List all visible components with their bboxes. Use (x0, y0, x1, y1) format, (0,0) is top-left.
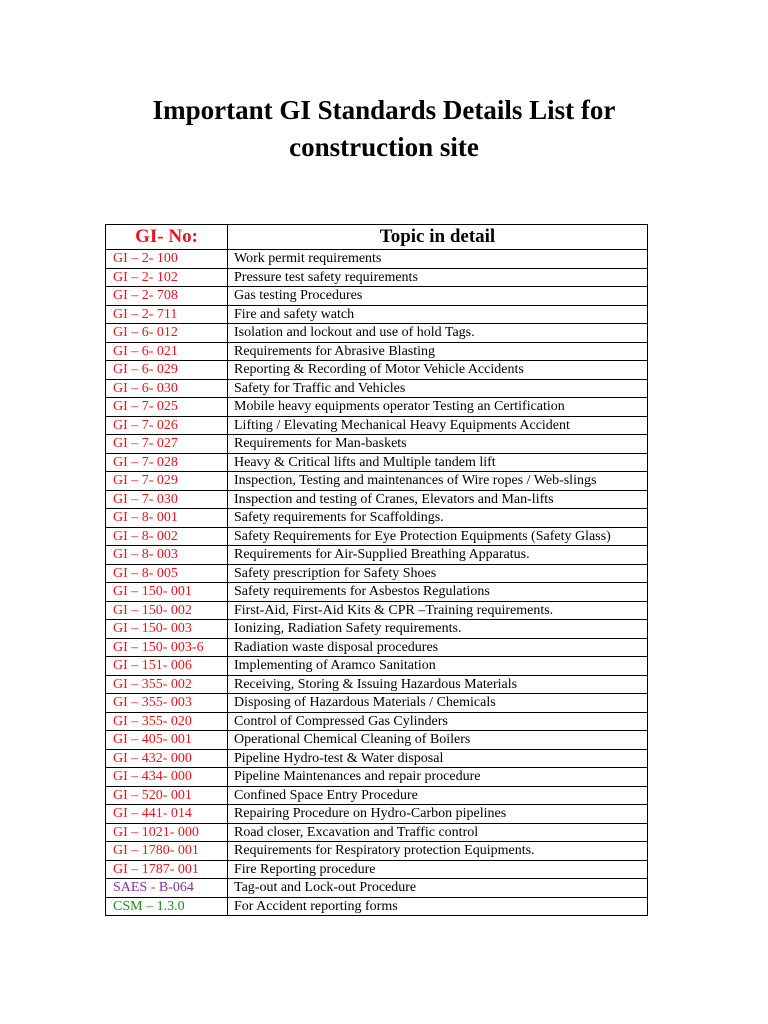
gi-code-cell: GI – 8- 002 (106, 527, 228, 546)
topic-cell: Reporting & Recording of Motor Vehicle Accidents (228, 361, 648, 380)
gi-code-cell: GI – 405- 001 (106, 731, 228, 750)
topic-cell: Pipeline Maintenances and repair procedure (228, 768, 648, 787)
gi-code-cell: GI – 7- 028 (106, 453, 228, 472)
gi-code-cell: GI – 6- 012 (106, 324, 228, 343)
table-row (106, 509, 648, 528)
header-gi-no: GI- No: (106, 225, 228, 250)
gi-code-cell: GI – 355- 003 (106, 694, 228, 713)
gi-code-cell: GI – 441- 014 (106, 805, 228, 824)
table-row (106, 268, 648, 287)
topic-cell: Isolation and lockout and use of hold Tags. (228, 324, 648, 343)
gi-code-cell: GI – 2- 102 (106, 268, 228, 287)
topic-cell: Gas testing Procedures (228, 287, 648, 306)
gi-code-cell: GI – 7- 026 (106, 416, 228, 435)
gi-code-cell: GI – 150- 001 (106, 583, 228, 602)
gi-code-cell: GI – 434- 000 (106, 768, 228, 787)
gi-code-cell: GI – 151- 006 (106, 657, 228, 676)
topic-cell: Operational Chemical Cleaning of Boilers (228, 731, 648, 750)
table-row (106, 361, 648, 380)
table-row (106, 546, 648, 565)
gi-code-cell: GI – 150- 003-6 (106, 638, 228, 657)
gi-code-cell: GI – 7- 029 (106, 472, 228, 491)
gi-code-cell: GI – 6- 029 (106, 361, 228, 380)
topic-cell: Safety for Traffic and Vehicles (228, 379, 648, 398)
topic-cell: Mobile heavy equipments operator Testing an Certification (228, 398, 648, 417)
gi-standards-table (105, 224, 648, 916)
topic-cell: Inspection and testing of Cranes, Elevators and Man-lifts (228, 490, 648, 509)
topic-cell: Requirements for Man-baskets (228, 435, 648, 454)
table-row (106, 379, 648, 398)
table-row (106, 583, 648, 602)
table-row (106, 287, 648, 306)
table-row (106, 860, 648, 879)
topic-cell: Control of Compressed Gas Cylinders (228, 712, 648, 731)
table-row (106, 250, 648, 269)
topic-cell: Requirements for Air-Supplied Breathing Apparatus. (228, 546, 648, 565)
gi-code-cell: GI – 520- 001 (106, 786, 228, 805)
table-row (106, 435, 648, 454)
topic-cell: Work permit requirements (228, 250, 648, 269)
gi-code-cell: GI – 8- 001 (106, 509, 228, 528)
gi-code-cell: GI – 7- 027 (106, 435, 228, 454)
topic-cell: Lifting / Elevating Mechanical Heavy Equipments Accident (228, 416, 648, 435)
table-row (106, 897, 648, 916)
gi-code-cell: GI – 150- 002 (106, 601, 228, 620)
table-row (106, 305, 648, 324)
topic-cell: Safety requirements for Scaffoldings. (228, 509, 648, 528)
topic-cell: Confined Space Entry Procedure (228, 786, 648, 805)
topic-cell: First-Aid, First-Aid Kits & CPR –Training requirements. (228, 601, 648, 620)
topic-cell: Fire and safety watch (228, 305, 648, 324)
topic-cell: Repairing Procedure on Hydro-Carbon pipelines (228, 805, 648, 824)
table-row (106, 620, 648, 639)
gi-code-cell: GI – 1021- 000 (106, 823, 228, 842)
topic-cell: Radiation waste disposal procedures (228, 638, 648, 657)
header-topic: Topic in detail (228, 225, 648, 250)
table-row (106, 657, 648, 676)
table-row (106, 805, 648, 824)
topic-cell: Pressure test safety requirements (228, 268, 648, 287)
table-row (106, 472, 648, 491)
document-title-line-1: Important GI Standards Details List for (152, 95, 616, 125)
table-row (106, 324, 648, 343)
gi-code-cell: GI – 6- 021 (106, 342, 228, 361)
topic-cell: Receiving, Storing & Issuing Hazardous Materials (228, 675, 648, 694)
document-title-line-2: construction site (289, 132, 479, 162)
gi-code-cell: CSM – 1.3.0 (106, 897, 228, 916)
gi-code-cell: GI – 6- 030 (106, 379, 228, 398)
document-title (0, 92, 768, 166)
gi-code-cell: GI – 150- 003 (106, 620, 228, 639)
table-row (106, 601, 648, 620)
table-row (106, 749, 648, 768)
topic-cell: Inspection, Testing and maintenances of Wire ropes / Web-slings (228, 472, 648, 491)
table-row (106, 768, 648, 787)
topic-cell: For Accident reporting forms (228, 897, 648, 916)
table-row (106, 490, 648, 509)
table-row (106, 342, 648, 361)
table-row (106, 879, 648, 898)
gi-code-cell: GI – 8- 005 (106, 564, 228, 583)
table-row (106, 453, 648, 472)
table-row (106, 398, 648, 417)
topic-cell: Pipeline Hydro-test & Water disposal (228, 749, 648, 768)
gi-code-cell: GI – 1780- 001 (106, 842, 228, 861)
gi-code-cell: GI – 8- 003 (106, 546, 228, 565)
topic-cell: Safety prescription for Safety Shoes (228, 564, 648, 583)
gi-code-cell: GI – 2- 711 (106, 305, 228, 324)
gi-code-cell: GI – 2- 708 (106, 287, 228, 306)
gi-code-cell: SAES - B-064 (106, 879, 228, 898)
table-header-row (106, 225, 648, 250)
topic-cell: Requirements for Abrasive Blasting (228, 342, 648, 361)
table-row (106, 731, 648, 750)
gi-code-cell: GI – 7- 030 (106, 490, 228, 509)
table-row (106, 527, 648, 546)
gi-code-cell: GI – 7- 025 (106, 398, 228, 417)
gi-code-cell: GI – 1787- 001 (106, 860, 228, 879)
table-row (106, 675, 648, 694)
topic-cell: Tag-out and Lock-out Procedure (228, 879, 648, 898)
table-row (106, 564, 648, 583)
gi-code-cell: GI – 432- 000 (106, 749, 228, 768)
topic-cell: Heavy & Critical lifts and Multiple tandem lift (228, 453, 648, 472)
gi-code-cell: GI – 355- 002 (106, 675, 228, 694)
topic-cell: Implementing of Aramco Sanitation (228, 657, 648, 676)
topic-cell: Requirements for Respiratory protection Equipments. (228, 842, 648, 861)
table-body (106, 250, 648, 916)
table-row (106, 823, 648, 842)
topic-cell: Disposing of Hazardous Materials / Chemicals (228, 694, 648, 713)
topic-cell: Safety requirements for Asbestos Regulations (228, 583, 648, 602)
gi-code-cell: GI – 2- 100 (106, 250, 228, 269)
table-row (106, 416, 648, 435)
table-row (106, 786, 648, 805)
gi-code-cell: GI – 355- 020 (106, 712, 228, 731)
table-row (106, 842, 648, 861)
topic-cell: Road closer, Excavation and Traffic control (228, 823, 648, 842)
table-row (106, 694, 648, 713)
topic-cell: Safety Requirements for Eye Protection Equipments (Safety Glass) (228, 527, 648, 546)
table-row (106, 638, 648, 657)
topic-cell: Fire Reporting procedure (228, 860, 648, 879)
table-row (106, 712, 648, 731)
topic-cell: Ionizing, Radiation Safety requirements. (228, 620, 648, 639)
